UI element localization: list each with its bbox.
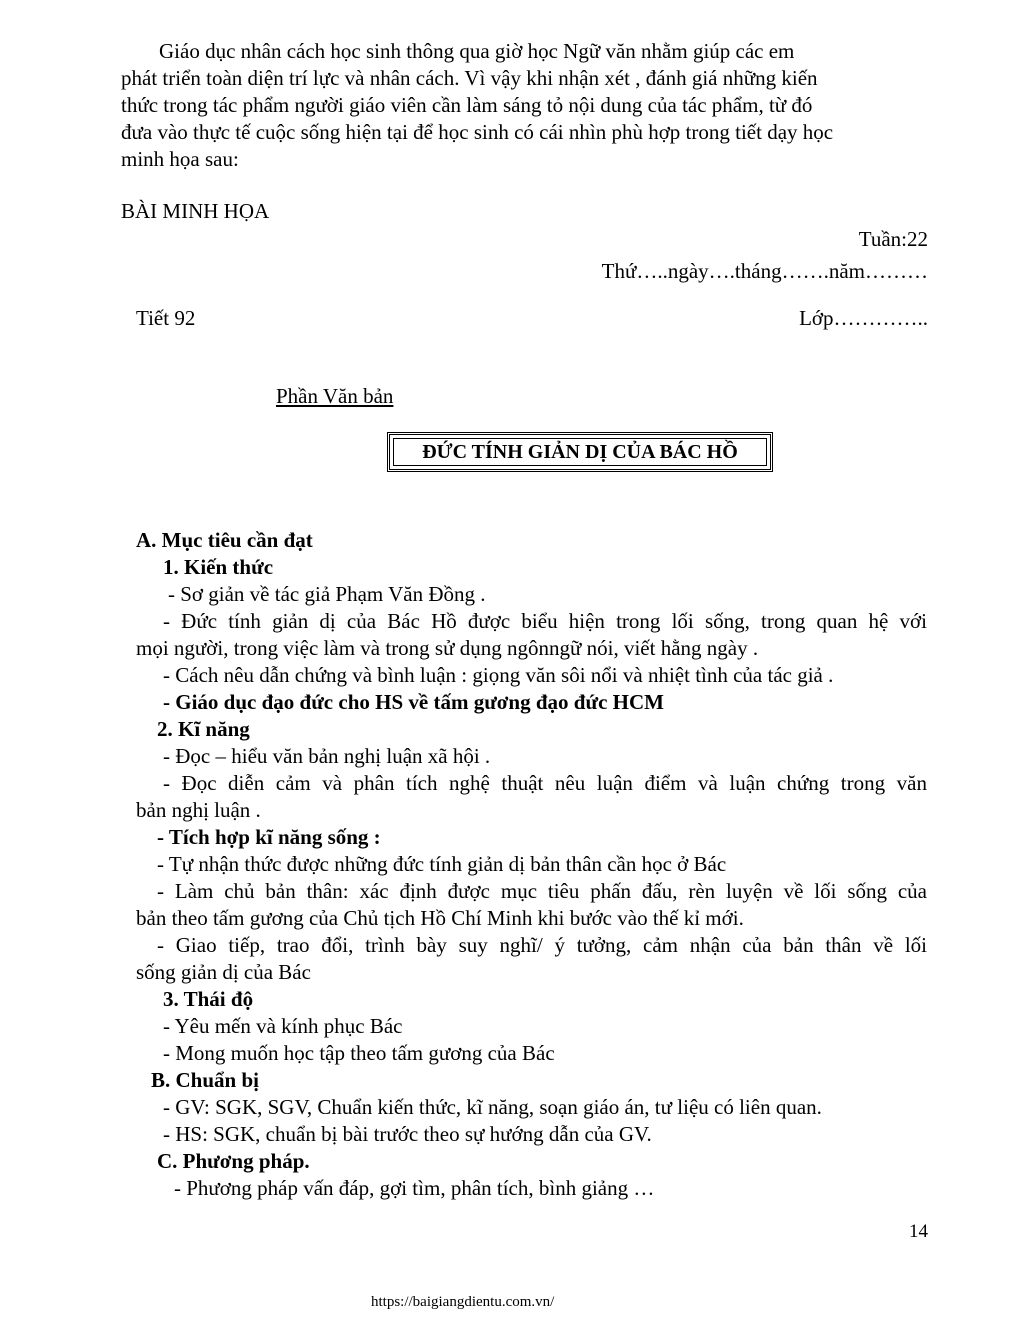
lesson-objectives — [136, 527, 927, 1202]
content-line: - Tự nhận thức được những đức tính giản dị bản thân cần học ở Bác — [157, 852, 727, 876]
content-line: - Phương pháp vấn đáp, gợi tìm, phân tích, bình giảng … — [174, 1176, 655, 1200]
content-line: C. Phương pháp. — [157, 1149, 310, 1173]
content-line: - Sơ giản về tác giả Phạm Văn Đồng . — [168, 582, 486, 606]
intro-paragraph — [121, 38, 931, 173]
lesson-title: ĐỨC TÍNH GIẢN DỊ CỦA BÁC HỒ — [422, 440, 738, 463]
content-line: sống giản dị của Bác — [136, 960, 311, 984]
content-line: - Đọc diễn cảm và phân tích nghệ thuật nêu luận điểm và luận chứng trong văn — [163, 771, 927, 795]
content-line: A. Mục tiêu cần đạt — [136, 528, 313, 552]
intro-line: minh họa sau: — [121, 147, 239, 171]
content-line: - Đức tính giản dị của Bác Hồ được biểu hiện trong lối sống, trong quan hệ với — [163, 609, 927, 633]
content-line: - Cách nêu dẫn chứng và bình luận : giọng văn sôi nổi và nhiệt tình của tác giả . — [163, 663, 834, 687]
content-line: 1. Kiến thức — [163, 555, 274, 579]
content-line: - Đọc – hiểu văn bản nghị luận xã hội . — [163, 744, 491, 768]
intro-line: phát triển toàn diện trí lực và nhân cách. Vì vậy khi nhận xét , đánh giá những kiến — [121, 66, 818, 90]
content-line: - Yêu mến và kính phục Bác — [163, 1014, 403, 1038]
content-line: - Giáo dục đạo đức cho HS về tấm gương đạo đức HCM — [163, 690, 664, 714]
date-line: Thứ…..ngày….tháng…….năm……… — [601, 259, 928, 283]
footer-url: https://baigiangdientu.com.vn/ — [371, 1294, 555, 1310]
class-line: Lớp………….. — [799, 306, 928, 330]
lesson-heading: BÀI MINH HỌA — [121, 199, 270, 223]
page-number: 14 — [909, 1221, 928, 1242]
intro-line: thức trong tác phẩm người giáo viên cần làm sáng tỏ nội dung của tác phẩm, từ đó — [121, 93, 813, 117]
content-line: - Giao tiếp, trao đổi, trình bày suy nghĩ/ ý tưởng, cảm nhận của bản thân về lối — [157, 933, 927, 957]
content-line: 3. Thái độ — [163, 987, 254, 1011]
content-line: - HS: SGK, chuẩn bị bài trước theo sự hướng dẫn của GV. — [163, 1122, 652, 1146]
intro-line: Giáo dục nhân cách học sinh thông qua giờ học Ngữ văn nhằm giúp các em — [159, 39, 795, 63]
content-line: bản nghị luận . — [136, 798, 261, 822]
content-line: - Mong muốn học tập theo tấm gương của Bác — [163, 1041, 555, 1065]
content-line: B. Chuẩn bị — [151, 1068, 259, 1092]
lesson-title-box — [387, 432, 773, 472]
content-line: bản theo tấm gương của Chủ tịch Hồ Chí Minh khi bước vào thế kỉ mới. — [136, 906, 744, 930]
week-label: Tuần:22 — [858, 227, 928, 251]
section-label: Phần Văn bản — [276, 384, 394, 408]
content-line: - GV: SGK, SGV, Chuẩn kiến thức, kĩ năng, soạn giáo án, tư liệu có liên quan. — [163, 1095, 822, 1119]
period-label: Tiết 92 — [136, 306, 196, 330]
content-line: - Làm chủ bản thân: xác định được mục tiêu phấn đấu, rèn luyện về lối sống của — [157, 879, 927, 903]
content-line: mọi người, trong việc làm và trong sử dụng ngônngữ nói, viết hằng ngày . — [136, 636, 759, 660]
content-line: 2. Kĩ năng — [157, 717, 250, 741]
content-line: - Tích hợp kĩ năng sống : — [157, 825, 381, 849]
intro-line: đưa vào thực tế cuộc sống hiện tại để học sinh có cái nhìn phù hợp trong tiết dạy học — [121, 120, 834, 144]
